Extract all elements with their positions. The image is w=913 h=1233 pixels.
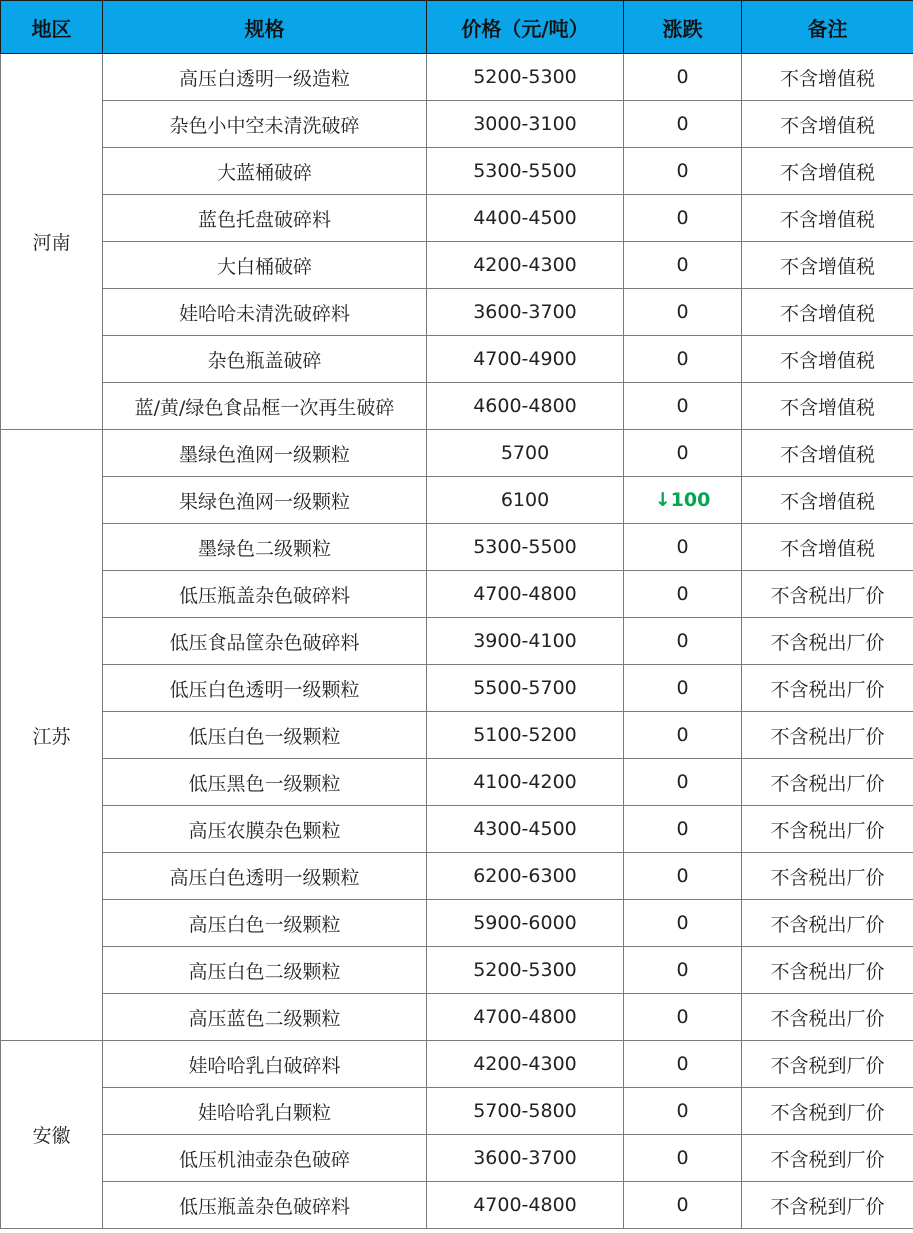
change-cell xyxy=(624,101,742,148)
change-value: 0 xyxy=(676,1100,689,1122)
change-cell xyxy=(624,289,742,336)
price-cell: 4700-4800 xyxy=(427,1182,624,1229)
table-row xyxy=(1,54,913,101)
change-value: 0 xyxy=(676,160,689,182)
note-cell: 不含税出厂价 xyxy=(742,712,913,759)
note-cell: 不含增值税 xyxy=(742,524,913,571)
price-cell: 3900-4100 xyxy=(427,618,624,665)
spec-cell: 娃哈哈未清洗破碎料 xyxy=(103,289,427,336)
note-cell: 不含税出厂价 xyxy=(742,806,913,853)
note-cell: 不含税出厂价 xyxy=(742,618,913,665)
table-row xyxy=(1,1088,913,1135)
price-cell: 4400-4500 xyxy=(427,195,624,242)
change-value: 0 xyxy=(676,630,689,652)
price-cell: 5300-5500 xyxy=(427,524,624,571)
change-cell xyxy=(624,242,742,289)
change-cell xyxy=(624,477,742,524)
spec-cell: 大蓝桶破碎 xyxy=(103,148,427,195)
table-row xyxy=(1,383,913,430)
change-value: 0 xyxy=(676,912,689,934)
change-down-value: ↓100 xyxy=(654,489,711,511)
note-cell: 不含增值税 xyxy=(742,101,913,148)
change-value: 0 xyxy=(676,959,689,981)
spec-cell: 高压农膜杂色颗粒 xyxy=(103,806,427,853)
change-cell xyxy=(624,430,742,477)
change-cell xyxy=(624,571,742,618)
note-cell: 不含税出厂价 xyxy=(742,994,913,1041)
note-cell: 不含增值税 xyxy=(742,242,913,289)
change-cell xyxy=(624,665,742,712)
note-cell: 不含税出厂价 xyxy=(742,853,913,900)
spec-cell: 墨绿色二级颗粒 xyxy=(103,524,427,571)
header-spec: 规格 xyxy=(103,1,427,54)
spec-cell: 高压白色二级颗粒 xyxy=(103,947,427,994)
spec-cell: 低压瓶盖杂色破碎料 xyxy=(103,571,427,618)
table-row xyxy=(1,618,913,665)
price-cell: 4300-4500 xyxy=(427,806,624,853)
table-row xyxy=(1,759,913,806)
change-value: 0 xyxy=(676,1194,689,1216)
change-cell xyxy=(624,195,742,242)
table-row xyxy=(1,1041,913,1088)
spec-cell: 娃哈哈乳白颗粒 xyxy=(103,1088,427,1135)
note-cell: 不含税出厂价 xyxy=(742,947,913,994)
table-row xyxy=(1,665,913,712)
price-cell: 5100-5200 xyxy=(427,712,624,759)
change-value: 0 xyxy=(676,113,689,135)
change-value: 0 xyxy=(676,207,689,229)
spec-cell: 杂色小中空未清洗破碎 xyxy=(103,101,427,148)
spec-cell: 大白桶破碎 xyxy=(103,242,427,289)
note-cell: 不含税出厂价 xyxy=(742,759,913,806)
change-cell xyxy=(624,54,742,101)
table-row xyxy=(1,289,913,336)
spec-cell: 蓝色托盘破碎料 xyxy=(103,195,427,242)
table-row xyxy=(1,430,913,477)
spec-cell: 高压白透明一级造粒 xyxy=(103,54,427,101)
price-cell: 5700 xyxy=(427,430,624,477)
spec-cell: 高压蓝色二级颗粒 xyxy=(103,994,427,1041)
region-cell: 安徽 xyxy=(1,1041,103,1229)
note-cell: 不含税到厂价 xyxy=(742,1041,913,1088)
change-cell xyxy=(624,1135,742,1182)
price-cell: 6100 xyxy=(427,477,624,524)
price-cell: 5700-5800 xyxy=(427,1088,624,1135)
change-value: 0 xyxy=(676,583,689,605)
note-cell: 不含税到厂价 xyxy=(742,1182,913,1229)
note-cell: 不含增值税 xyxy=(742,477,913,524)
change-value: 0 xyxy=(676,301,689,323)
note-cell: 不含增值税 xyxy=(742,195,913,242)
change-cell xyxy=(624,947,742,994)
spec-cell: 高压白色透明一级颗粒 xyxy=(103,853,427,900)
change-cell xyxy=(624,1088,742,1135)
price-cell: 5300-5500 xyxy=(427,148,624,195)
change-cell xyxy=(624,759,742,806)
spec-cell: 低压白色一级颗粒 xyxy=(103,712,427,759)
change-value: 0 xyxy=(676,395,689,417)
table-body xyxy=(1,54,913,1229)
change-value: 0 xyxy=(676,677,689,699)
price-cell: 4200-4300 xyxy=(427,1041,624,1088)
note-cell: 不含税到厂价 xyxy=(742,1135,913,1182)
price-cell: 5500-5700 xyxy=(427,665,624,712)
price-cell: 4100-4200 xyxy=(427,759,624,806)
price-cell: 4700-4900 xyxy=(427,336,624,383)
header-row xyxy=(1,1,913,54)
change-value: 0 xyxy=(676,442,689,464)
table-row xyxy=(1,900,913,947)
spec-cell: 低压食品筐杂色破碎料 xyxy=(103,618,427,665)
note-cell: 不含税出厂价 xyxy=(742,665,913,712)
change-cell xyxy=(624,1041,742,1088)
table-row xyxy=(1,806,913,853)
table-row xyxy=(1,994,913,1041)
change-value: 0 xyxy=(676,771,689,793)
region-cell: 江苏 xyxy=(1,430,103,1041)
table-row xyxy=(1,148,913,195)
change-value: 0 xyxy=(676,1147,689,1169)
note-cell: 不含增值税 xyxy=(742,148,913,195)
change-value: 0 xyxy=(676,536,689,558)
region-cell: 河南 xyxy=(1,54,103,430)
note-cell: 不含增值税 xyxy=(742,54,913,101)
spec-cell: 蓝/黄/绿色食品框一次再生破碎 xyxy=(103,383,427,430)
price-cell: 3600-3700 xyxy=(427,1135,624,1182)
change-cell xyxy=(624,994,742,1041)
table-row xyxy=(1,195,913,242)
change-cell xyxy=(624,806,742,853)
spec-cell: 杂色瓶盖破碎 xyxy=(103,336,427,383)
change-value: 0 xyxy=(676,1006,689,1028)
change-value: 0 xyxy=(676,818,689,840)
change-value: 0 xyxy=(676,865,689,887)
note-cell: 不含税出厂价 xyxy=(742,900,913,947)
price-cell: 3600-3700 xyxy=(427,289,624,336)
spec-cell: 低压机油壶杂色破碎 xyxy=(103,1135,427,1182)
change-cell xyxy=(624,383,742,430)
spec-cell: 低压黑色一级颗粒 xyxy=(103,759,427,806)
header-change: 涨跌 xyxy=(624,1,742,54)
note-cell: 不含增值税 xyxy=(742,336,913,383)
header-note: 备注 xyxy=(742,1,913,54)
table-row xyxy=(1,947,913,994)
price-cell: 5900-6000 xyxy=(427,900,624,947)
change-cell xyxy=(624,900,742,947)
table-row xyxy=(1,1182,913,1229)
header-region: 地区 xyxy=(1,1,103,54)
table-row xyxy=(1,336,913,383)
change-value: 0 xyxy=(676,66,689,88)
table-row xyxy=(1,242,913,289)
change-cell xyxy=(624,618,742,665)
change-value: 0 xyxy=(676,348,689,370)
header-price: 价格（元/吨） xyxy=(427,1,624,54)
table-row xyxy=(1,712,913,759)
price-cell: 4700-4800 xyxy=(427,571,624,618)
table-row xyxy=(1,524,913,571)
note-cell: 不含增值税 xyxy=(742,383,913,430)
price-cell: 4600-4800 xyxy=(427,383,624,430)
change-cell xyxy=(624,148,742,195)
spec-cell: 娃哈哈乳白破碎料 xyxy=(103,1041,427,1088)
price-cell: 3000-3100 xyxy=(427,101,624,148)
table-row xyxy=(1,477,913,524)
note-cell: 不含增值税 xyxy=(742,430,913,477)
change-cell xyxy=(624,853,742,900)
spec-cell: 低压瓶盖杂色破碎料 xyxy=(103,1182,427,1229)
table-row xyxy=(1,101,913,148)
note-cell: 不含税出厂价 xyxy=(742,571,913,618)
table-row xyxy=(1,571,913,618)
spec-cell: 果绿色渔网一级颗粒 xyxy=(103,477,427,524)
table-row xyxy=(1,1135,913,1182)
table-row xyxy=(1,853,913,900)
note-cell: 不含税到厂价 xyxy=(742,1088,913,1135)
price-cell: 5200-5300 xyxy=(427,947,624,994)
spec-cell: 高压白色一级颗粒 xyxy=(103,900,427,947)
spec-cell: 墨绿色渔网一级颗粒 xyxy=(103,430,427,477)
change-cell xyxy=(624,524,742,571)
change-cell xyxy=(624,336,742,383)
change-cell xyxy=(624,1182,742,1229)
change-value: 0 xyxy=(676,254,689,276)
change-value: 0 xyxy=(676,1053,689,1075)
note-cell: 不含增值税 xyxy=(742,289,913,336)
spec-cell: 低压白色透明一级颗粒 xyxy=(103,665,427,712)
change-cell xyxy=(624,712,742,759)
price-cell: 4200-4300 xyxy=(427,242,624,289)
price-cell: 4700-4800 xyxy=(427,994,624,1041)
price-cell: 6200-6300 xyxy=(427,853,624,900)
price-cell: 5200-5300 xyxy=(427,54,624,101)
change-value: 0 xyxy=(676,724,689,746)
